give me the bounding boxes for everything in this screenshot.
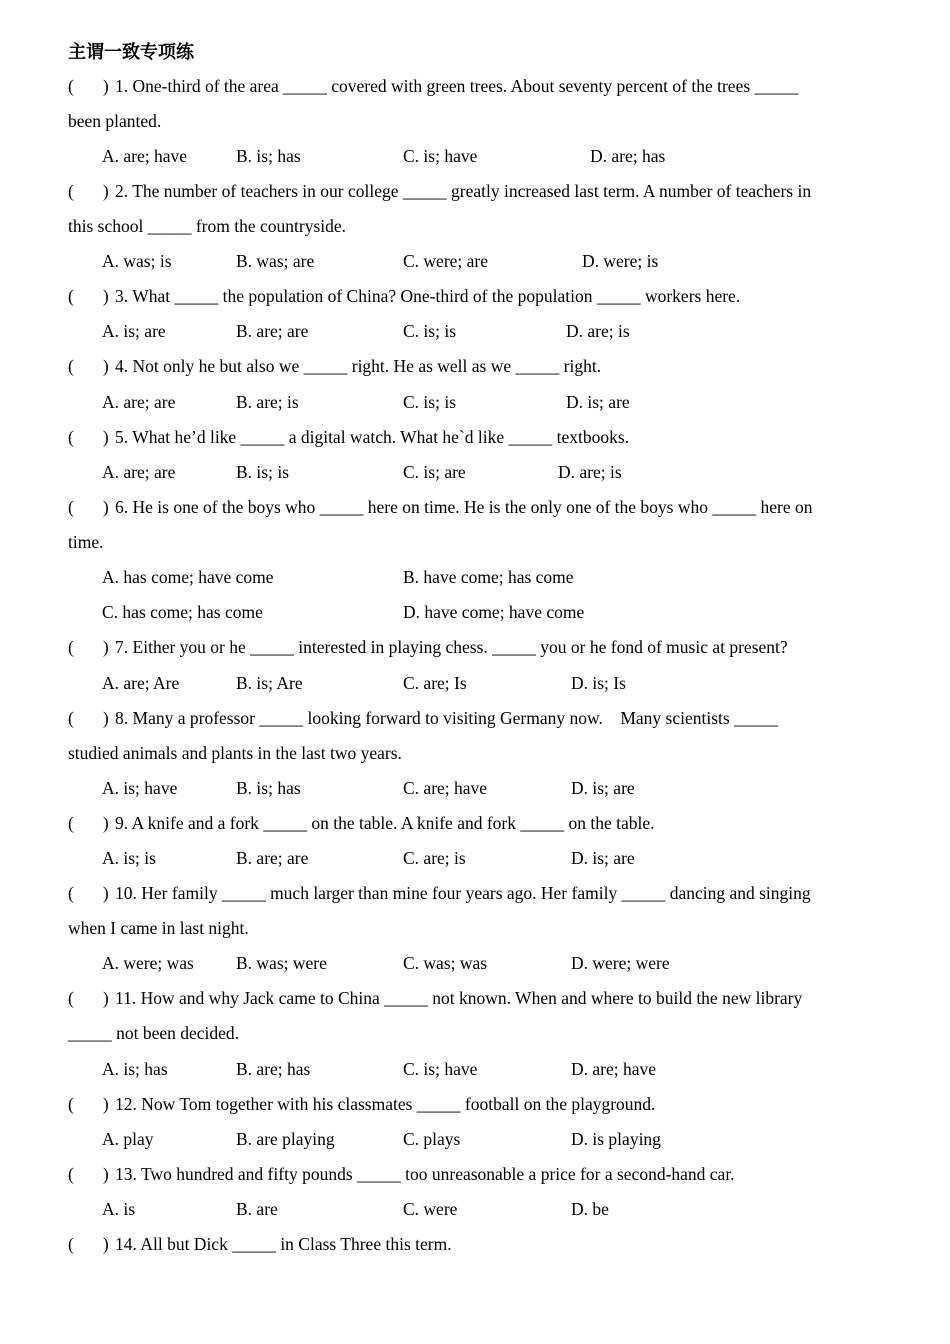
option-b: B. are playing bbox=[236, 1129, 335, 1149]
question-number: 4. bbox=[115, 356, 129, 376]
option-a: A. play bbox=[102, 1129, 154, 1149]
answer-bracket-close: ) bbox=[102, 1164, 109, 1184]
answer-bracket-close: ) bbox=[102, 286, 109, 306]
option-c: C. was; was bbox=[403, 953, 488, 973]
option-a: A. are; have bbox=[102, 146, 188, 166]
question-stem-continuation bbox=[68, 917, 249, 939]
question-stem-line bbox=[68, 1093, 655, 1115]
option-b: B. are; are bbox=[236, 848, 309, 868]
question-stem-line bbox=[68, 987, 802, 1009]
options-row bbox=[0, 847, 950, 869]
options-row bbox=[0, 250, 950, 272]
option-a: A. is bbox=[102, 1199, 136, 1219]
option-a: A. is; have bbox=[102, 778, 178, 798]
question-text: Two hundred and fifty pounds _____ too unreasonable a price for a second-hand car. bbox=[140, 1164, 735, 1184]
answer-bracket-close: ) bbox=[102, 883, 109, 903]
question-stem-line bbox=[68, 1233, 452, 1255]
option-b: B. is; has bbox=[236, 778, 301, 798]
question-text: Her family _____ much larger than mine four years ago. Her family _____ dancing and singing bbox=[141, 883, 811, 903]
option-a: A. was; is bbox=[102, 251, 172, 271]
question-text: this school _____ from the countryside. bbox=[68, 216, 347, 236]
answer-bracket-open: ( bbox=[68, 427, 74, 447]
answer-bracket-open: ( bbox=[68, 637, 74, 657]
options-row bbox=[0, 461, 950, 483]
answer-bracket-close: ) bbox=[102, 988, 109, 1008]
question-text: Now Tom together with his classmates _____ football on the playground. bbox=[141, 1094, 656, 1114]
question-stem-continuation bbox=[68, 1022, 239, 1044]
page-title: 主谓一致专项练 bbox=[68, 42, 194, 63]
question-stem-continuation bbox=[68, 742, 402, 764]
option-d: D. is; are bbox=[571, 778, 635, 798]
option-d: D. are; have bbox=[571, 1059, 657, 1079]
question-text: been planted. bbox=[68, 111, 162, 131]
question-stem-line bbox=[68, 812, 655, 834]
question-text: when I came in last night. bbox=[68, 918, 249, 938]
option-d: D. are; has bbox=[590, 146, 666, 166]
answer-bracket-open: ( bbox=[68, 497, 74, 517]
options-row bbox=[0, 566, 950, 588]
question-number: 3. bbox=[115, 286, 129, 306]
question-number: 1. bbox=[115, 76, 129, 96]
option-d: D. were; is bbox=[582, 251, 659, 271]
options-row bbox=[0, 1058, 950, 1080]
option-b: B. are bbox=[236, 1199, 278, 1219]
question-number: 14. bbox=[115, 1234, 137, 1254]
option-d: D. are; is bbox=[558, 462, 622, 482]
option-a: A. is; has bbox=[102, 1059, 168, 1079]
question-stem-line bbox=[68, 496, 812, 518]
question-text: What he’d like _____ a digital watch. What he`d like _____ textbooks. bbox=[132, 427, 630, 447]
question-number: 11. bbox=[115, 988, 137, 1008]
answer-bracket-open: ( bbox=[68, 708, 74, 728]
question-text: All but Dick _____ in Class Three this term. bbox=[140, 1234, 452, 1254]
question-stem-line bbox=[68, 636, 788, 658]
options-row bbox=[0, 672, 950, 694]
answer-bracket-close: ) bbox=[102, 1094, 109, 1114]
option-c: C. is; are bbox=[403, 462, 466, 482]
option-a: A. are; are bbox=[102, 392, 176, 412]
answer-bracket-close: ) bbox=[102, 181, 109, 201]
option-b: B. are; are bbox=[236, 321, 309, 341]
option-b: B. is; is bbox=[236, 462, 290, 482]
answer-bracket-close: ) bbox=[102, 1234, 109, 1254]
question-stem-line bbox=[68, 1163, 735, 1185]
question-stem-continuation bbox=[68, 110, 161, 132]
question-text: A knife and a fork _____ on the table. A knife and fork _____ on the table. bbox=[131, 813, 655, 833]
option-a: A. are; Are bbox=[102, 673, 180, 693]
question-text: What _____ the population of China? One-third of the population _____ workers here. bbox=[132, 286, 741, 306]
question-text: Many a professor _____ looking forward to visiting Germany now. Many scientists _____ bbox=[132, 708, 778, 728]
answer-bracket-open: ( bbox=[68, 813, 74, 833]
question-text: The number of teachers in our college _____ greatly increased last term. A number of teachers in bbox=[132, 181, 812, 201]
question-stem-line bbox=[68, 285, 740, 307]
answer-bracket-open: ( bbox=[68, 988, 74, 1008]
answer-bracket-close: ) bbox=[102, 637, 109, 657]
question-number: 10. bbox=[115, 883, 137, 903]
options-row bbox=[0, 145, 950, 167]
option-d: D. is; are bbox=[566, 392, 630, 412]
option-c: C. were bbox=[403, 1199, 458, 1219]
question-text: Either you or he _____ interested in playing chess. _____ you or he fond of music at present? bbox=[132, 637, 788, 657]
option-c: C. is; is bbox=[403, 321, 457, 341]
option-d: D. were; were bbox=[571, 953, 670, 973]
options-row bbox=[0, 777, 950, 799]
answer-bracket-open: ( bbox=[68, 76, 74, 96]
option-c: C. is; is bbox=[403, 392, 457, 412]
option-d: D. have come; have come bbox=[403, 602, 585, 622]
option-b: B. was; were bbox=[236, 953, 327, 973]
question-text: studied animals and plants in the last two years. bbox=[68, 743, 402, 763]
question-text: Not only he but also we _____ right. He as well as we _____ right. bbox=[132, 356, 602, 376]
options-row bbox=[0, 601, 950, 623]
option-d: D. is; are bbox=[571, 848, 635, 868]
answer-bracket-close: ) bbox=[102, 497, 109, 517]
option-b: B. is; has bbox=[236, 146, 301, 166]
option-a: A. has come; have come bbox=[102, 567, 274, 587]
option-d: D. be bbox=[571, 1199, 609, 1219]
question-number: 7. bbox=[115, 637, 129, 657]
question-text: He is one of the boys who _____ here on time. He is the only one of the boys who _____ here on bbox=[132, 497, 813, 517]
option-a: A. is; are bbox=[102, 321, 166, 341]
question-stem-line bbox=[68, 426, 629, 448]
options-row bbox=[0, 320, 950, 342]
answer-bracket-open: ( bbox=[68, 1164, 74, 1184]
question-number: 5. bbox=[115, 427, 129, 447]
options-row bbox=[0, 391, 950, 413]
option-c: C. is; have bbox=[403, 146, 478, 166]
answer-bracket-close: ) bbox=[102, 356, 109, 376]
question-number: 13. bbox=[115, 1164, 137, 1184]
question-number: 9. bbox=[115, 813, 129, 833]
option-b: B. are; is bbox=[236, 392, 299, 412]
option-c: C. plays bbox=[403, 1129, 461, 1149]
answer-bracket-close: ) bbox=[102, 708, 109, 728]
option-a: A. were; was bbox=[102, 953, 194, 973]
answer-bracket-close: ) bbox=[102, 813, 109, 833]
option-c: C. are; is bbox=[403, 848, 466, 868]
answer-bracket-close: ) bbox=[102, 76, 109, 96]
question-number: 12. bbox=[115, 1094, 137, 1114]
question-number: 2. bbox=[115, 181, 129, 201]
answer-bracket-open: ( bbox=[68, 1234, 74, 1254]
question-stem-line bbox=[68, 355, 601, 377]
question-stem-line bbox=[68, 75, 798, 97]
option-a: A. are; are bbox=[102, 462, 176, 482]
option-c: C. were; are bbox=[403, 251, 489, 271]
option-c: C. are; Is bbox=[403, 673, 467, 693]
answer-bracket-open: ( bbox=[68, 1094, 74, 1114]
options-row bbox=[0, 1198, 950, 1220]
question-stem-line bbox=[68, 882, 811, 904]
question-text: How and why Jack came to China _____ not known. When and where to build the new library bbox=[140, 988, 803, 1008]
option-d: D. is playing bbox=[571, 1129, 661, 1149]
option-c: C. has come; has come bbox=[102, 602, 263, 622]
question-number: 6. bbox=[115, 497, 129, 517]
question-number: 8. bbox=[115, 708, 129, 728]
options-row bbox=[0, 1128, 950, 1150]
option-c: C. is; have bbox=[403, 1059, 478, 1079]
answer-bracket-open: ( bbox=[68, 286, 74, 306]
answer-bracket-open: ( bbox=[68, 883, 74, 903]
answer-bracket-open: ( bbox=[68, 181, 74, 201]
options-row bbox=[0, 952, 950, 974]
option-c: C. are; have bbox=[403, 778, 488, 798]
answer-bracket-open: ( bbox=[68, 356, 74, 376]
option-b: B. are; has bbox=[236, 1059, 311, 1079]
question-text: time. bbox=[68, 532, 104, 552]
option-b: B. was; are bbox=[236, 251, 315, 271]
question-text: _____ not been decided. bbox=[68, 1023, 240, 1043]
option-b: B. is; Are bbox=[236, 673, 303, 693]
option-d: D. are; is bbox=[566, 321, 630, 341]
option-a: A. is; is bbox=[102, 848, 156, 868]
question-stem-line bbox=[68, 180, 811, 202]
option-d: D. is; Is bbox=[571, 673, 626, 693]
question-stem-continuation bbox=[68, 215, 346, 237]
answer-bracket-close: ) bbox=[102, 427, 109, 447]
option-b: B. have come; has come bbox=[403, 567, 574, 587]
question-stem-line bbox=[68, 707, 778, 729]
question-stem-continuation bbox=[68, 531, 103, 553]
question-text: One-third of the area _____ covered with green trees. About seventy percent of the trees _____ bbox=[132, 76, 799, 96]
